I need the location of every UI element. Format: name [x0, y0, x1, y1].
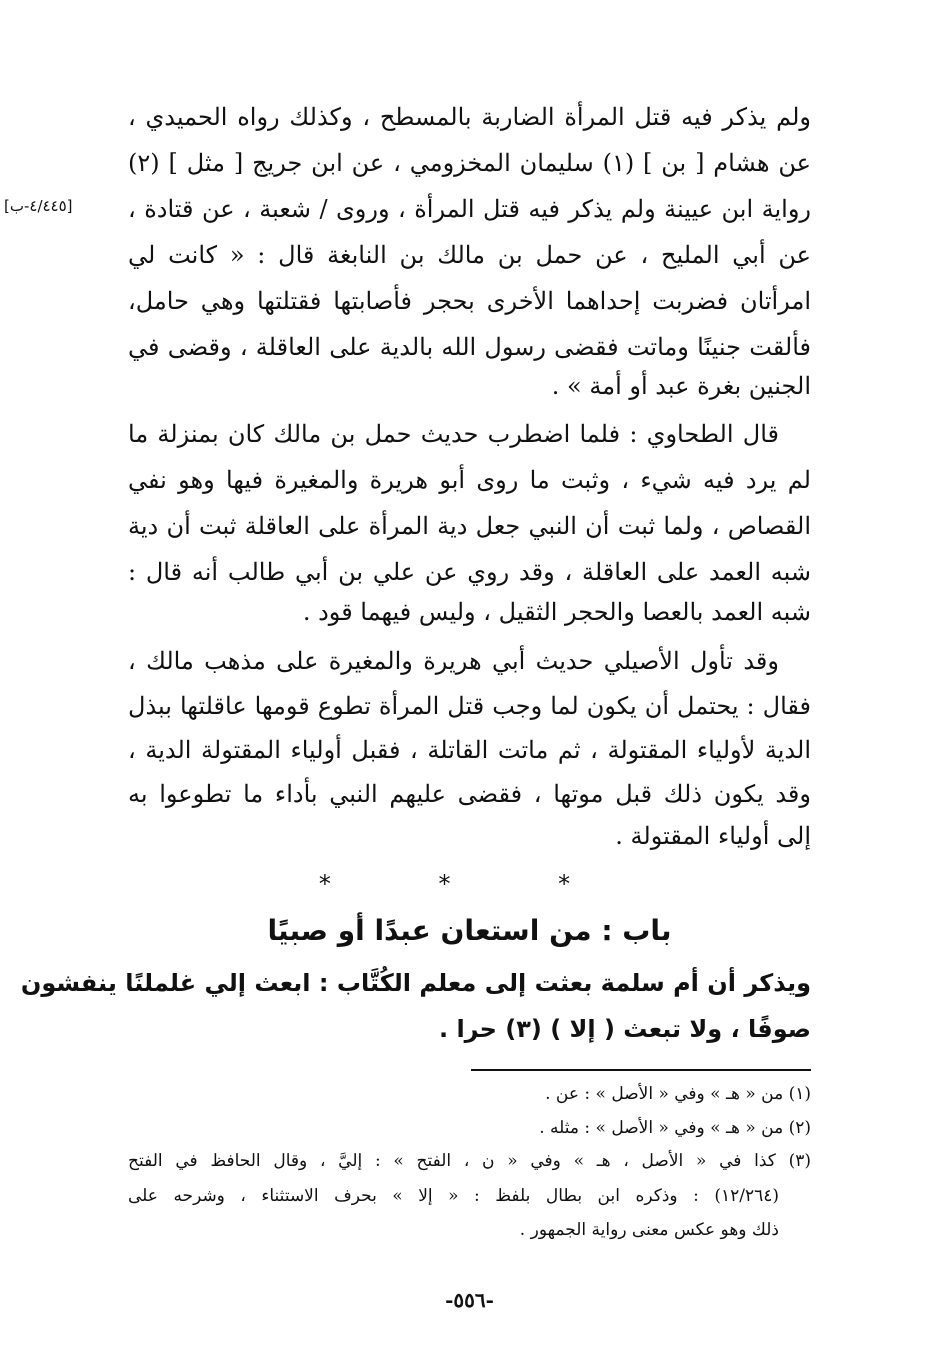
chapter-intro-line-1: ويذكر أن أم سلمة بعثت إلى معلم الكُتَّاب : ابعث إلي غلملنًا ينفشون	[20, 969, 811, 997]
paragraph-1-line-7: الجنين بغرة عبد أو أمة » .	[551, 372, 811, 400]
footnote-separator-rule	[471, 1069, 811, 1071]
paragraph-1-line-3: رواية ابن عيينة ولم يذكر فيه قتل المرأة ، وروى / شعبة ، عن قتادة ،	[128, 195, 811, 223]
paragraph-2-line-2: لم يرد فيه شيء ، وثبت ما روى أبو هريرة والمغيرة فيها وهو نفي	[128, 466, 811, 494]
paragraph-3-line-3: الدية لأولياء المقتولة ، ثم ماتت القاتلة ، فقبل أولياء المقتولة الدية ،	[128, 736, 811, 764]
footnote-1: (١) من « هـ » وفي « الأصل » : عن .	[545, 1084, 811, 1104]
chapter-title: باب : من استعان عبدًا أو صبيًا	[267, 914, 672, 947]
page-number: -٥٥٦-	[445, 1288, 494, 1312]
paragraph-3-line-2: فقال : يحتمل أن يكون لما وجب قتل المرأة تطوع قومها عاقلتها ببذل	[128, 692, 811, 720]
footnote-3-line-3: ذلك وهو عكس معنى رواية الجمهور .	[519, 1220, 779, 1240]
paragraph-1-line-1: ولم يذكر فيه قتل المرأة الضاربة بالمسطح ، وكذلك رواه الحميدي ،	[128, 103, 811, 131]
paragraph-2-line-5: شبه العمد بالعصا والحجر الثقيل ، وليس فيهما قود .	[302, 598, 811, 626]
manuscript-folio-reference: [٤/٤٤٥-ب]	[4, 197, 73, 215]
footnote-3-line-2: (١٢/٢٦٤) : وذكره ابن بطال بلفظ : « إلا » بحرف الاستثناء ، وشرحه على	[128, 1186, 779, 1206]
paragraph-1-line-2: عن هشام [ بن ] (١) سليمان المخزومي ، عن ابن جريج [ مثل ] (٢)	[128, 149, 811, 177]
paragraph-2-line-3: القصاص ، ولما ثبت أن النبي جعل دية المرأة على العاقلة ثبت أن دية	[128, 512, 811, 540]
paragraph-3-line-1: وقد تأول الأصيلي حديث أبي هريرة والمغيرة على مذهب مالك ،	[128, 647, 779, 675]
paragraph-1-line-5: امرأتان فضربت إحداهما الأخرى بحجر فأصابتها فقتلتها وهي حامل،	[128, 287, 811, 315]
paragraph-1-line-6: فألقت جنينًا وماتت فقضى رسول الله بالدية على العاقلة ، وقضى في	[128, 333, 811, 361]
paragraph-3-line-4: وقد يكون ذلك قبل موتها ، فقضى عليهم النبي بأداء ما تطوعوا به	[128, 780, 811, 808]
paragraph-1-line-4: عن أبي المليح ، عن حمل بن مالك بن النابغة قال : « كانت لي	[128, 241, 811, 269]
paragraph-3-line-5: إلى أولياء المقتولة .	[615, 822, 811, 850]
section-separator-stars: * * *	[318, 870, 621, 898]
paragraph-2-line-4: شبه العمد على العاقلة ، وقد روي عن علي بن أبي طالب أنه قال :	[128, 558, 811, 586]
footnote-3-line-1: (٣) كذا في « الأصل ، هـ » وفي « ن ، الفتح » : إليَّ ، وقال الحافظ في الفتح	[128, 1151, 811, 1171]
footnote-2: (٢) من « هـ » وفي « الأصل » : مثله .	[539, 1118, 811, 1138]
chapter-intro-line-2: صوفًا ، ولا تبعث ( إلا ) (٣) حرا .	[438, 1015, 811, 1043]
paragraph-2-line-1: قال الطحاوي : فلما اضطرب حديث حمل بن مالك كان بمنزلة ما	[128, 420, 779, 448]
